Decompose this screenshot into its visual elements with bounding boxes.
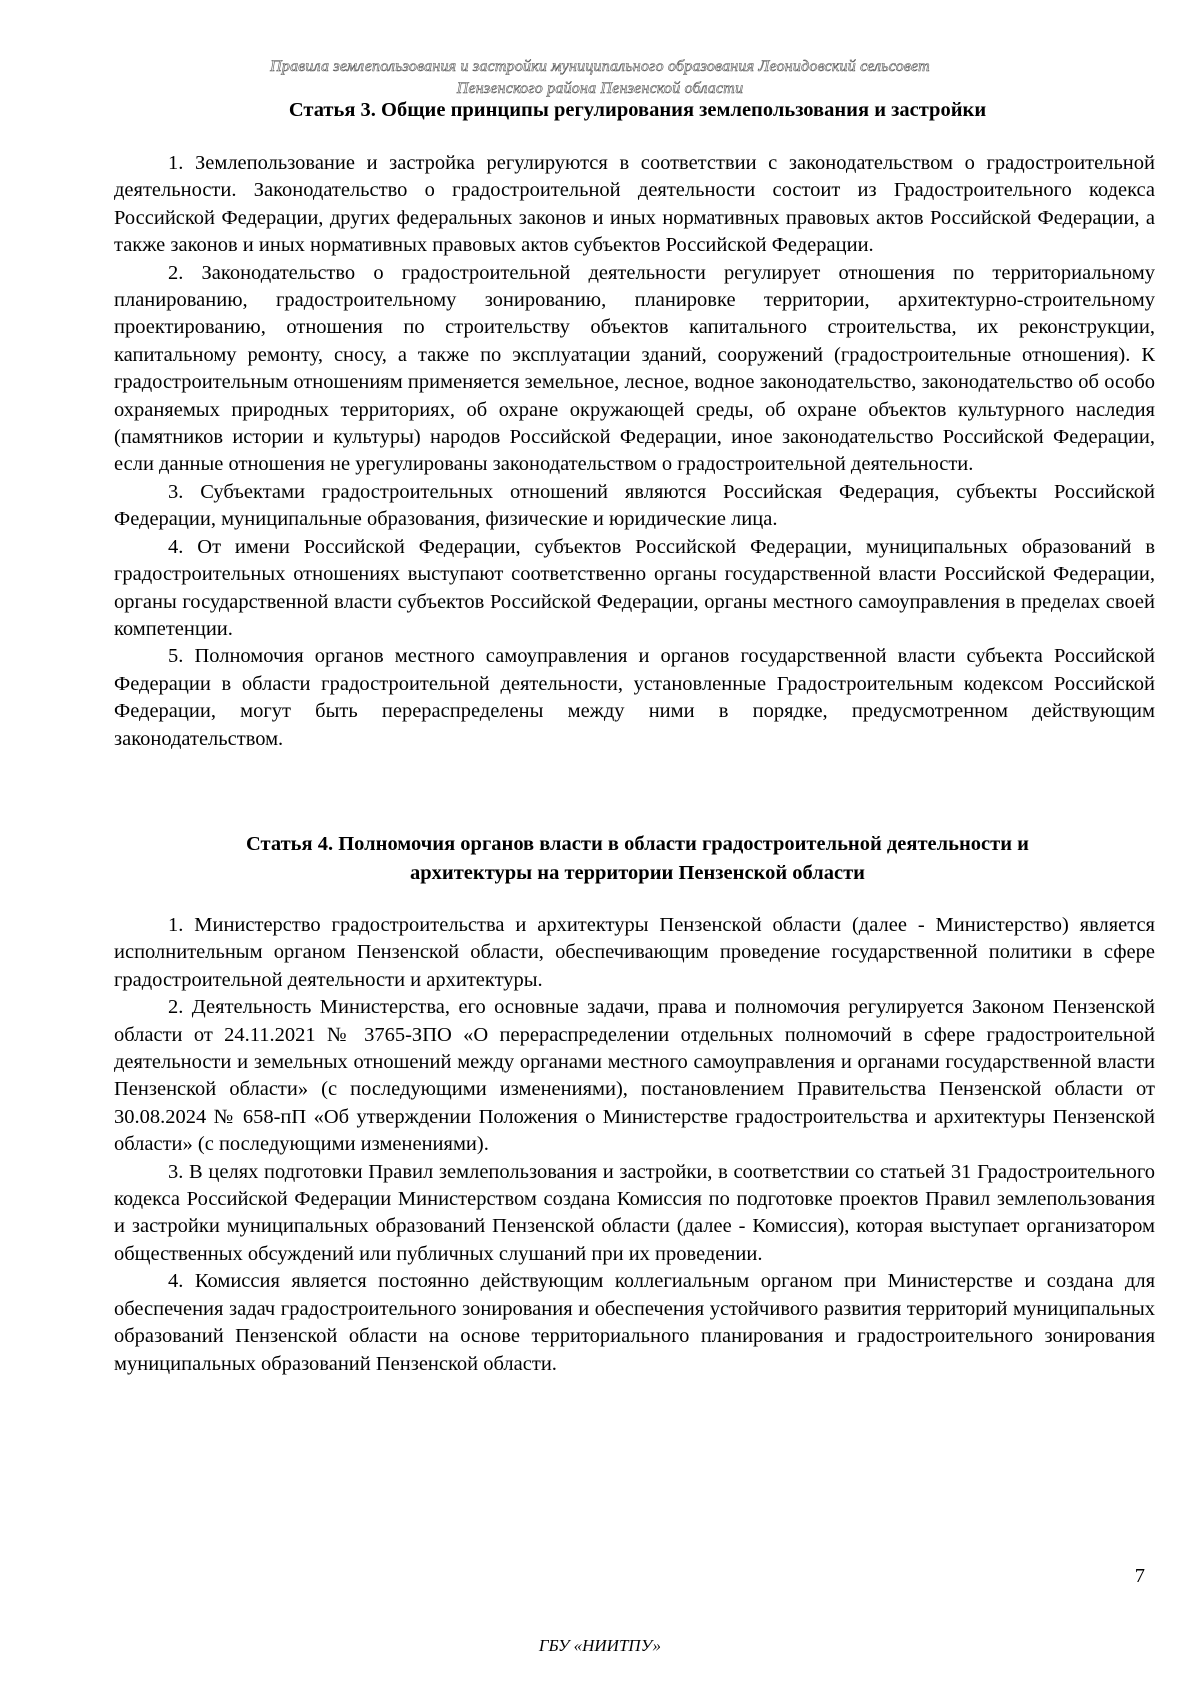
article-3-paragraph-2: 2. Законодательство о градостроительной деятельности регулирует отношения по территориальному планированию, градостроительному зонированию, планировке территории, архитектурно-строительному проектированию, отношения по строительству объектов капитального строительства, их реконструкции, капитальному ремонту, сносу, а также по эксплуатации зданий, сооружений (градостроительные отношения). К градостроительным отношениям применяется земельное, лесное, водное законодательство, законодательство об особо охраняемых природных территориях, об охране окружающей среды, об охране объектов культурного наследия (памятников истории и культуры) народов Российской Федерации, иное законодательство Российской Федерации, если данные отношения не урегулированы законодательством о градостроительной деятельности. [114,261,1155,476]
article-3-paragraph-4: 4. От имени Российской Федерации, субъектов Российской Федерации, муниципальных образований в градостроительных отношениях выступают соответственно органы государственной власти Российской Федерации, органы государственной власти субъектов Российской Федерации, органы местного самоуправления в пределах своей компетенции. [114,535,1155,640]
article-4-body [114,912,1155,1378]
page-number: 7 [1134,1565,1145,1587]
article-3-body [114,150,1155,753]
article-4-paragraph-3: 3. В целях подготовки Правил землепользования и застройки, в соответствии со статьей 31 Градостроительного кодекса Российской Федерации Министерством создана Комиссия по подготовке проектов Правил землепользования и застройки муниципальных образований Пензенской области (далее - Комиссия), которая выступает организатором общественных обсуждений или публичных слушаний при их проведении. [114,1160,1155,1265]
article-3-paragraph-5: 5. Полномочия органов местного самоуправления и органов государственной власти субъекта Российской Федерации в области градостроительной деятельности, установленные Градостроительным кодексом Российской Федерации, могут быть перераспределены между ними в порядке, предусмотренном действующим законодательством. [114,645,1155,750]
article-3-paragraph-1: 1. Землепользование и застройка регулируются в соответствии с законодательством о градостроительной деятельности. Законодательство о градостроительной деятельности состоит из Градостроительного кодекса Российской Федерации, других федеральных законов и иных нормативных правовых актов Российской Федерации, а также законов и иных нормативных правовых актов субъектов Российской Федерации. [114,152,1155,257]
article-4-title-line-1: Статья 4. Полномочия органов власти в области градостроительной деятельности и [246,833,1029,855]
article-3-paragraph-3: 3. Субъектами градостроительных отношений являются Российская Федерация, субъекты Российской Федерации, муниципальные образования, физические и юридические лица. [114,480,1155,531]
article-4-title-line-2: архитектуры на территории Пензенской области [410,862,865,884]
article-4-paragraph-4: 4. Комиссия является постоянно действующим коллегиальным органом при Министерстве и создана для обеспечения задач градостроительного зонирования и обеспечения устойчивого развития территорий муниципальных образований Пензенской области на основе территориального планирования и градостроительного зонирования муниципальных образований Пензенской области. [114,1270,1155,1375]
running-header [150,56,1050,100]
article-3-title: Статья 3. Общие принципы регулирования землепользования и застройки [288,99,987,121]
article-4-paragraph-1: 1. Министерство градостроительства и архитектуры Пензенской области (далее - Министерство) является исполнительным органом Пензенской области, обеспечивающим проведение государственной политики в сфере градостроительной деятельности и архитектуры. [114,914,1155,991]
running-header-line-2: Пензенского района Пензенской области [456,80,744,97]
running-header-line-1: Правила землепользования и застройки муниципального образования Леонидовский сельсовет [270,58,930,75]
article-4-paragraph-2: 2. Деятельность Министерства, его основные задачи, права и полномочия регулируется Законом Пензенской области от 24.11.2021 № 3765-ЗПО «О перераспределении отдельных полномочий в сфере градостроительной деятельности и земельных отношений между органами местного самоуправления и органами государственной власти Пензенской области» (с последующими изменениями), постановлением Правительства Пензенской области от 30.08.2024 № 658-пП «Об утверждении Положения о Министерстве градостроительства и архитектуры Пензенской области» (с последующими изменениями). [114,996,1155,1156]
article-4-title [115,830,1160,888]
running-footer: ГБУ «НИИТПУ» [538,1636,662,1655]
